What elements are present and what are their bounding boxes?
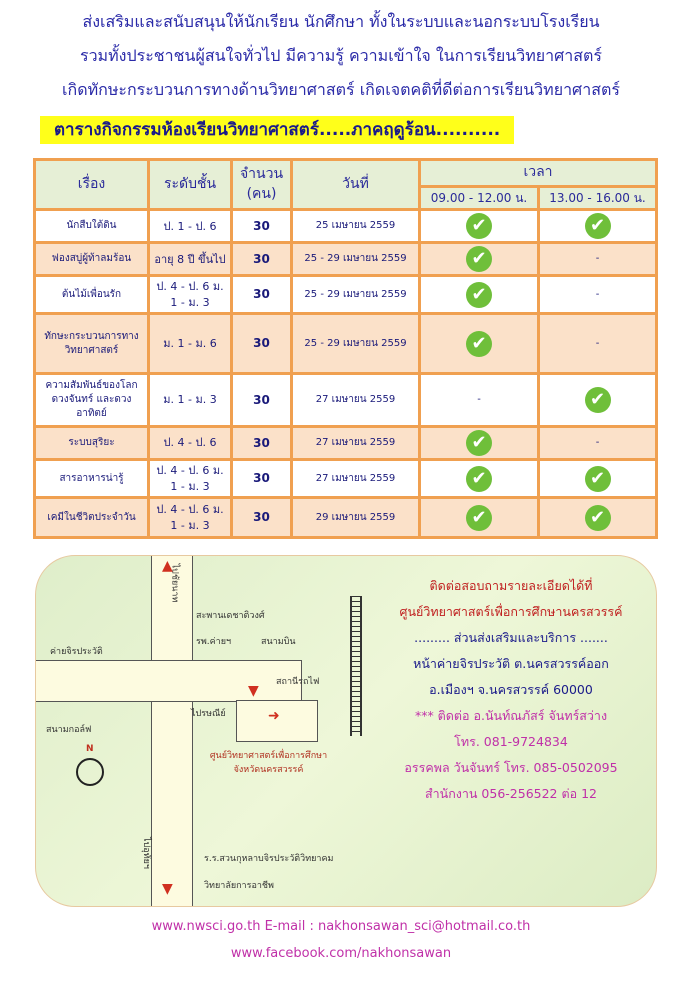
map-label-golf: สนามกอล์ฟ xyxy=(46,725,92,736)
check-icon: ✔ xyxy=(466,282,492,308)
cell-morning xyxy=(420,374,539,427)
contact-line: อ.เมืองฯ จ.นครสวรรค์ 60000 xyxy=(429,682,593,698)
cell-topic: เคมีในชีวิตประจำวัน xyxy=(35,498,149,538)
cell-afternoon xyxy=(539,276,657,314)
map-label-post: ไปรษณีย์ xyxy=(191,709,226,720)
cell-afternoon xyxy=(539,498,657,538)
cell-morning xyxy=(420,314,539,374)
cell-morning xyxy=(420,243,539,276)
table-row xyxy=(35,498,657,538)
cell-date: 25 - 29 เมษายน 2559 xyxy=(292,243,420,276)
map-label-uthai: ไปอุทัยฯ xyxy=(140,837,151,870)
cell-topic: สารอาหารน่ารู้ xyxy=(35,460,149,498)
schedule-table xyxy=(33,158,658,539)
map-label-airport: สนามบิน xyxy=(261,637,296,648)
check-icon: ✔ xyxy=(466,246,492,272)
map-label-college: วิทยาลัยการอาชีพ xyxy=(204,881,274,892)
cell-morning xyxy=(420,498,539,538)
north-label: N xyxy=(86,744,94,755)
facebook-link[interactable]: www.facebook.com/nakhonsawan xyxy=(230,946,452,962)
cell-topic: ความสัมพันธ์ของโลก ดวงจันทร์ และดวงอาทิตย์ xyxy=(35,374,149,427)
map-label-school: ร.ร.สวนกุหลาบจิรประวัติวิทยาคม xyxy=(204,854,334,865)
cell-morning xyxy=(420,276,539,314)
cell-count: 30 xyxy=(232,427,292,460)
cell-count: 30 xyxy=(232,314,292,374)
contact-line: *** ติดต่อ อ.นันท์ณภัสร์ จันทร์สว่าง xyxy=(414,708,608,724)
arrow-up-icon: ▲ xyxy=(162,558,173,575)
header-afternoon: 13.00 - 16.00 น. xyxy=(539,186,657,210)
cell-topic: ฟองสบู่ผู้ท้าลมร้อน xyxy=(35,243,149,276)
map-label-hospital: รพ.ค่ายฯ xyxy=(196,637,232,648)
map-road-east-west xyxy=(36,660,302,702)
cell-level: ป. 4 - ป. 6 ม. 1 - ม. 3 xyxy=(149,460,232,498)
cell-date: 25 - 29 เมษายน 2559 xyxy=(292,276,420,314)
check-icon: ✔ xyxy=(585,466,611,492)
cell-morning xyxy=(420,210,539,243)
railway-icon xyxy=(350,596,362,736)
table-row xyxy=(35,427,657,460)
cell-date: 25 เมษายน 2559 xyxy=(292,210,420,243)
cell-date: 25 - 29 เมษายน 2559 xyxy=(292,314,420,374)
check-icon: ✔ xyxy=(585,213,611,239)
cell-topic: ทักษะกระบวนการทางวิทยาศาสตร์ xyxy=(35,314,149,374)
header-count: จำนวน (คน) xyxy=(232,160,292,210)
map-label-camp: ค่ายจิรประวัติ xyxy=(50,647,103,658)
cell-level: อายุ 8 ปี ขึ้นไป xyxy=(149,243,232,276)
contact-line: สำนักงาน 056-256522 ต่อ 12 xyxy=(425,786,597,802)
table-row xyxy=(35,460,657,498)
cell-afternoon xyxy=(539,314,657,374)
dash-mark: - xyxy=(595,253,600,265)
header-level: ระดับชั้น xyxy=(149,160,232,210)
map-label-chainat: ไปชัยนาท xyxy=(169,563,180,603)
compass-icon xyxy=(76,758,104,786)
website-email-link[interactable]: www.nwsci.go.th E-mail : nakhonsawan_sci@hotmail.co.th xyxy=(151,919,531,935)
arrow-down-icon: ▼ xyxy=(248,683,259,700)
header-morning: 09.00 - 12.00 น. xyxy=(420,186,539,210)
cell-date: 27 เมษายน 2559 xyxy=(292,460,420,498)
header-time: เวลา xyxy=(420,160,657,187)
cell-afternoon xyxy=(539,427,657,460)
table-row xyxy=(35,314,657,374)
intro-line-1: ส่งเสริมและสนับสนุนให้นักเรียน นักศึกษา ทั้งในระบบและนอกระบบโรงเรียน xyxy=(82,12,600,31)
cell-count: 30 xyxy=(232,243,292,276)
check-icon: ✔ xyxy=(466,213,492,239)
table-row xyxy=(35,276,657,314)
dash-mark: - xyxy=(595,288,600,300)
dash-mark: - xyxy=(595,437,600,449)
contact-panel xyxy=(35,555,657,907)
cell-topic: นักสืบใต้ดิน xyxy=(35,210,149,243)
cell-topic: ต้นไม้เพื่อนรัก xyxy=(35,276,149,314)
contact-line: ศูนย์วิทยาศาสตร์เพื่อการศึกษานครสวรรค์ xyxy=(399,604,623,620)
cell-level: ป. 4 - ป. 6 xyxy=(149,427,232,460)
contact-line: หน้าค่ายจิรประวัติ ต.นครสวรรค์ออก xyxy=(413,656,609,672)
cell-date: 27 เมษายน 2559 xyxy=(292,374,420,427)
cell-afternoon xyxy=(539,460,657,498)
contact-line: โทร. 081-9724834 xyxy=(454,734,568,750)
intro-line-2: รวมทั้งประชาชนผู้สนใจทั่วไป มีความรู้ ความเข้าใจ ในการเรียนวิทยาศาสตร์ xyxy=(79,46,603,65)
cell-topic: ระบบสุริยะ xyxy=(35,427,149,460)
table-row xyxy=(35,210,657,243)
intro-line-3: เกิดทักษะกระบวนการทางด้านวิทยาศาสตร์ เกิดเจตคติที่ดีต่อการเรียนวิทยาศาสตร์ xyxy=(62,80,620,99)
check-icon: ✔ xyxy=(466,430,492,456)
contact-line: อรรคพล วันจันทร์ โทร. 085-0502095 xyxy=(404,760,618,776)
contact-line: ติดต่อสอบถามรายละเอียดได้ที่ xyxy=(429,578,593,594)
arrow-down-south-icon: ▼ xyxy=(162,881,173,898)
check-icon: ✔ xyxy=(466,466,492,492)
cell-count: 30 xyxy=(232,210,292,243)
dash-mark: - xyxy=(477,394,481,406)
check-icon: ✔ xyxy=(466,331,492,357)
cell-count: 30 xyxy=(232,374,292,427)
cell-date: 29 เมษายน 2559 xyxy=(292,498,420,538)
cell-morning xyxy=(420,460,539,498)
schedule-title-banner: ตารางกิจกรรมห้องเรียนวิทยาศาสตร์.....ภาคฤดูร้อน.......... xyxy=(40,116,514,144)
cell-level: ม. 1 - ม. 6 xyxy=(149,314,232,374)
contact-line: ......... ส่วนส่งเสริมและบริการ ....... xyxy=(414,630,608,646)
cell-level: ป. 4 - ป. 6 ม. 1 - ม. 3 xyxy=(149,498,232,538)
cell-date: 27 เมษายน 2559 xyxy=(292,427,420,460)
table-row xyxy=(35,374,657,427)
map-road-north-south xyxy=(151,556,193,906)
check-icon: ✔ xyxy=(585,387,611,413)
header-topic: เรื่อง xyxy=(35,160,149,210)
cell-morning xyxy=(420,427,539,460)
check-icon: ✔ xyxy=(466,505,492,531)
map-label-bridge: สะพานเดชาติวงศ์ xyxy=(196,611,265,622)
cell-count: 30 xyxy=(232,460,292,498)
cell-count: 30 xyxy=(232,276,292,314)
map-label-center: ศูนย์วิทยาศาสตร์เพื่อการศึกษา จังหวัดนครสวรรค์ xyxy=(209,751,328,776)
arrow-right-icon: ➜ xyxy=(268,708,280,725)
cell-afternoon xyxy=(539,210,657,243)
cell-afternoon xyxy=(539,243,657,276)
cell-level: ม. 1 - ม. 3 xyxy=(149,374,232,427)
header-date: วันที่ xyxy=(292,160,420,210)
cell-count: 30 xyxy=(232,498,292,538)
map-label-station: สถานีรถไฟ xyxy=(276,677,320,688)
check-icon: ✔ xyxy=(585,505,611,531)
cell-level: ป. 4 - ป. 6 ม. 1 - ม. 3 xyxy=(149,276,232,314)
dash-mark: - xyxy=(595,337,600,349)
cell-level: ป. 1 - ป. 6 xyxy=(149,210,232,243)
table-row xyxy=(35,243,657,276)
cell-afternoon xyxy=(539,374,657,427)
